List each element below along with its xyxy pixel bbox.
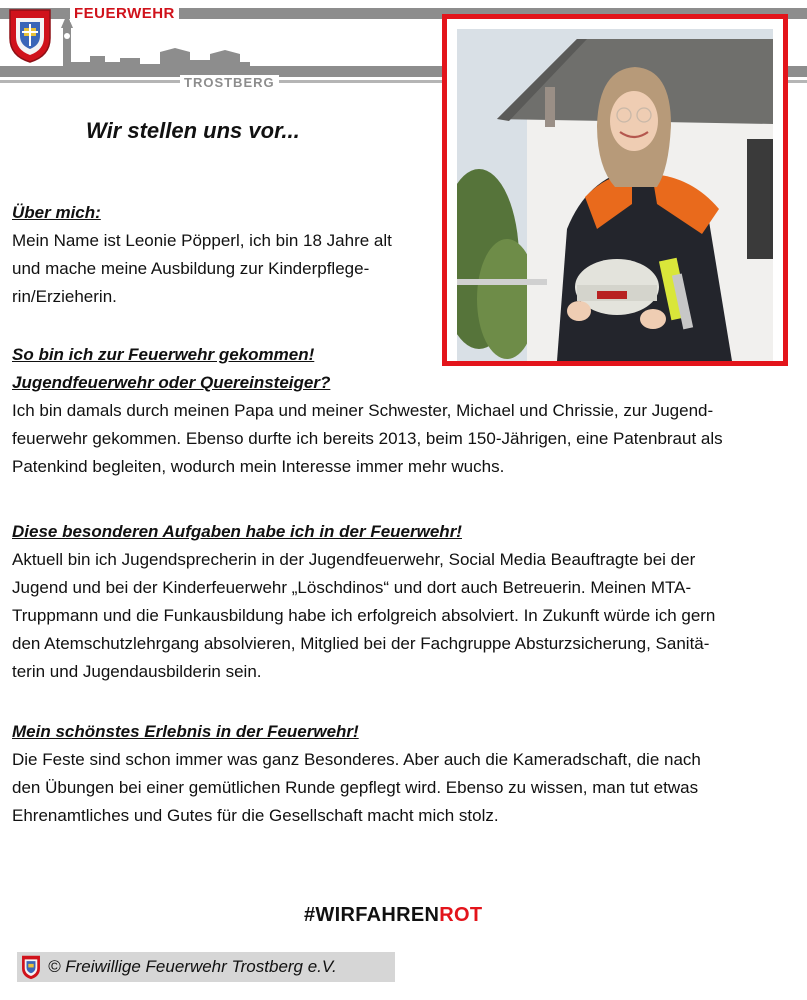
paragraph-line: den Übungen bei einer gemütlichen Runde gepflegt wird. Ebenso zu wissen, man tut etwas (12, 778, 699, 797)
section-paragraph (12, 546, 796, 686)
section-paragraph (12, 397, 796, 481)
hashtag (304, 904, 482, 927)
paragraph-line: Ich bin damals durch meinen Papa und meiner Schwester, Michael und Chrissie, zur Jugend- (12, 401, 714, 420)
fire-department-crest-icon (20, 954, 42, 980)
paragraph-line: rin/Erzieherin. (12, 287, 117, 306)
section-title-line: Mein schönstes Erlebnis in der Feuerwehr! (12, 722, 359, 741)
section-paragraph (12, 746, 796, 830)
intro-heading: Wir stellen uns vor... (86, 118, 300, 143)
paragraph-line: Mein Name ist Leonie Pöpperl, ich bin 18 Jahre alt (12, 231, 392, 250)
fire-department-crest-icon (6, 6, 54, 64)
org-title: FEUERWEHR (70, 5, 179, 22)
paragraph-line: Truppmann und die Funkausbildung habe ich erfolgreich absolviert. In Zukunft würde ich gern (12, 606, 716, 625)
paragraph-line: Aktuell bin ich Jugendsprecherin in der Jugendfeuerwehr, Social Media Beauftragte bei der (12, 550, 696, 569)
section-paragraph (12, 227, 442, 311)
paragraph-line: Jugend und bei der Kinderfeuerwehr „Löschdinos“ und dort auch Betreuerin. Meinen MTA- (12, 578, 692, 597)
section-title-line: Jugendfeuerwehr oder Quereinsteiger? (12, 373, 331, 392)
paragraph-line: und mache meine Ausbildung zur Kinderpflege- (12, 259, 370, 278)
paragraph-line: den Atemschutzlehrgang absolvieren, Mitglied bei der Fachgruppe Absturzsicherung, Sanitä- (12, 634, 710, 653)
section-title-line: Diese besonderen Aufgaben habe ich in der Feuerwehr! (12, 522, 462, 541)
paragraph-line: terin und Jugendausbilderin sein. (12, 662, 262, 681)
portrait-photo (457, 29, 773, 361)
city-label: TROSTBERG (180, 75, 279, 90)
copyright-text: © Freiwillige Feuerwehr Trostberg e.V. (48, 957, 337, 976)
hashtag-red-part: ROT (439, 904, 483, 926)
section-title (12, 341, 330, 397)
portrait-photo-frame (442, 14, 788, 366)
paragraph-line: Ehrenamtliches und Gutes für die Gesellschaft macht mich stolz. (12, 806, 499, 825)
copyright-bar (17, 952, 395, 982)
section-title (12, 718, 359, 746)
section-title-line: Über mich: (12, 203, 101, 222)
hashtag-black-part: #WIRFAHREN (304, 904, 440, 926)
section-title (12, 199, 101, 227)
paragraph-line: Patenkind begleiten, wodurch mein Interesse immer mehr wuchs. (12, 457, 505, 476)
paragraph-line: Die Feste sind schon immer was ganz Besonderes. Aber auch die Kameradschaft, die nach (12, 750, 701, 769)
section-title-line: So bin ich zur Feuerwehr gekommen! (12, 345, 315, 364)
paragraph-line: feuerwehr gekommen. Ebenso durfte ich bereits 2013, beim 150-Jährigen, eine Patenbraut als (12, 429, 723, 448)
section-title (12, 518, 462, 546)
